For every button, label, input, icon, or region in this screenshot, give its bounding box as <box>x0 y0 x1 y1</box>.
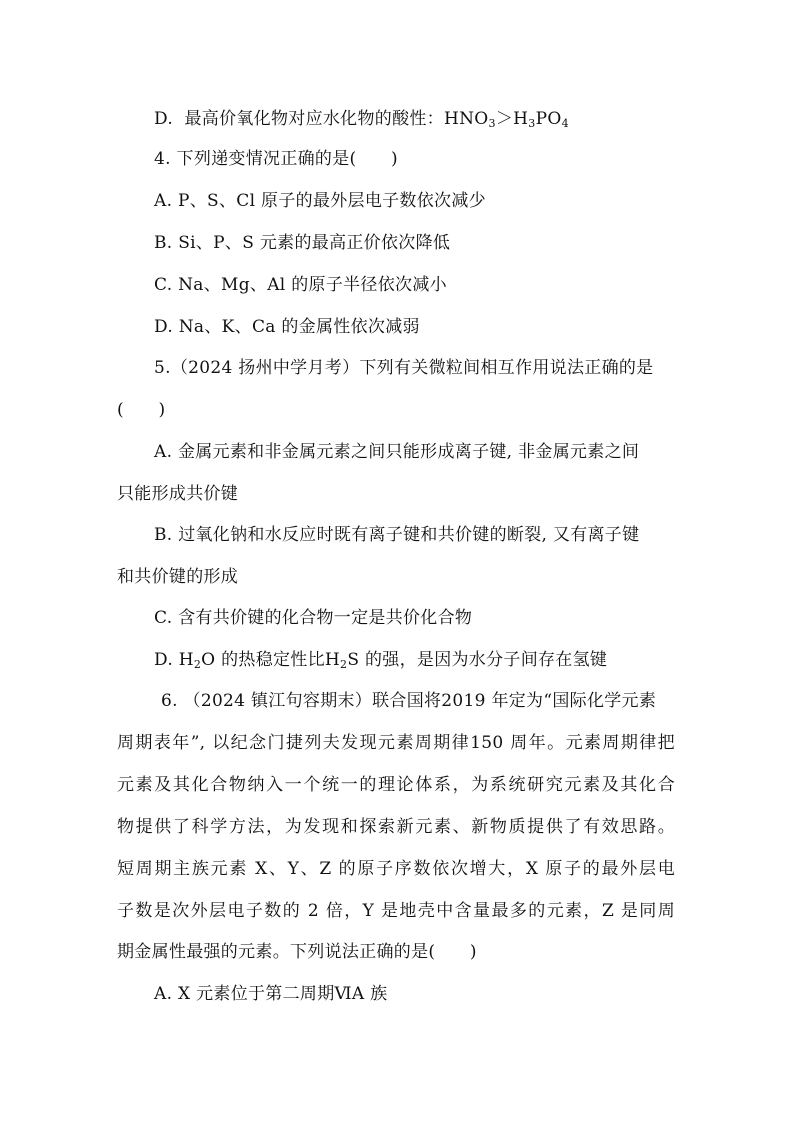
q6-line-2: 周期表年”, 以纪念门捷列夫发现元素周期律150 周年。元素周期律把 <box>117 733 675 753</box>
q4-option-a: A. P、S、Cl 原子的最外层电子数依次减少 <box>154 191 486 211</box>
q3-option-d-text: 最高价氧化物对应水化物的酸性：$HNO_3>H_3PO_4$ <box>184 109 569 130</box>
q5-option-b-line2: 和共价键的形成 <box>117 567 239 587</box>
q3-option-d-label: D. <box>154 109 174 129</box>
q6-line-6: 子数是次外层电子数的 2 倍，Y 是地壳中含量最多的元素，Z 是同周 <box>117 901 675 921</box>
q4-option-d: D. Na、K、Ca 的金属性依次减弱 <box>154 317 420 337</box>
q6-line-4: 物提供了科学方法，为发现和探索新元素、新物质提供了有效思路。 <box>117 817 675 837</box>
q5-option-a-line1: A. 金属元素和非金属元素之间只能形成离子键, 非金属元素之间 <box>154 442 640 462</box>
q6-option-a: A. X 元素位于第二周期ⅥA 族 <box>154 984 388 1004</box>
q6-line-1: 6. （2024 镇江句容期末）联合国将2019 年定为“国际化学元素 <box>161 691 657 711</box>
q6-line-5: 短周期主族元素 X、Y、Z 的原子序数依次增大，X 原子的最外层电 <box>117 859 675 879</box>
q4-stem: 4. 下列递变情况正确的是( ) <box>154 149 398 169</box>
q6-line-3: 元素及其化合物纳入一个统一的理论体系，为系统研究元素及其化合 <box>117 775 675 795</box>
q5-option-b-line1: B. 过氧化钠和水反应时既有离子键和共价键的断裂, 又有离子键 <box>154 525 640 545</box>
q6-line-7: 期金属性最强的元素。下列说法正确的是( ) <box>117 942 477 962</box>
q5-option-c: C. 含有共价键的化合物一定是共价化合物 <box>154 608 473 628</box>
q4-option-b: B. Si、P、S 元素的最高正价依次降低 <box>154 233 451 253</box>
q5-option-d: D. $H_2O$ 的热稳定性比$H_2S$ 的强，是因为水分子间存在氢键 <box>154 650 608 671</box>
q5-stem-line1: 5.（2024 扬州中学月考）下列有关微粒间相互作用说法正确的是 <box>154 358 654 378</box>
q5-option-a-line2: 只能形成共价键 <box>117 484 239 504</box>
q5-stem-line2: ( ) <box>117 400 166 420</box>
q4-option-c: C. Na、Mg、Al 的原子半径依次减小 <box>154 275 447 295</box>
q3-option-d <box>154 107 569 131</box>
